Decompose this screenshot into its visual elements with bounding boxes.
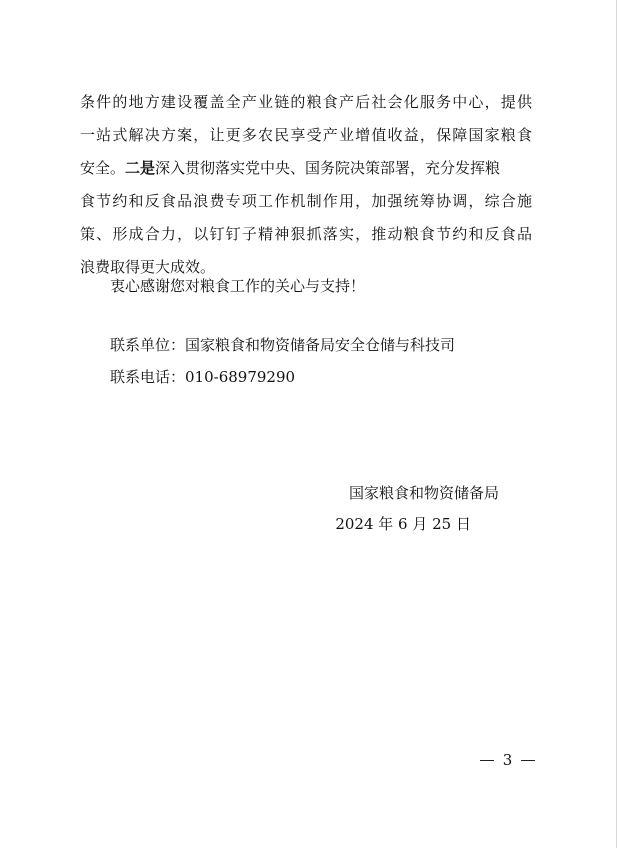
body-line-2: 一站式解决方案，让更多农民享受产业增值收益，保障国家粮食 <box>80 126 532 144</box>
signature-org: 国家粮食和物资储备局 <box>348 484 499 502</box>
body-line-5: 策、形成合力，以钉钉子精神狠抓落实，推动粮食节约和反食品 <box>80 225 532 243</box>
body-line-3-rest: 深入贯彻落实党中央、国务院决策部署，充分发挥粮 <box>155 159 501 177</box>
emphasis-second-point: 二是 <box>125 159 156 177</box>
contact-phone: 联系电话：010-68979290 <box>110 368 296 386</box>
signature-date: 2024 年 6 月 25 日 <box>335 515 471 533</box>
page-number <box>480 751 535 769</box>
thanks-line: 衷心感谢您对粮食工作的关心与支持！ <box>110 277 366 295</box>
body-line-1: 条件的地方建设覆盖全产业链的粮食产后社会化服务中心，提供 <box>80 93 532 111</box>
page-number-dash-right <box>521 760 535 761</box>
contact-unit: 联系单位：国家粮食和物资储备局安全仓储与科技司 <box>110 336 456 354</box>
body-line-3 <box>80 161 532 176</box>
body-line-3-prefix: 安全。 <box>80 159 126 177</box>
body-line-4: 食节约和反食品浪费专项工作机制作用，加强统筹协调，综合施 <box>80 192 532 210</box>
page-number-value: 3 <box>502 751 513 769</box>
page-number-dash-left <box>480 760 494 761</box>
body-line-6: 浪费取得更大成效。 <box>80 258 216 276</box>
